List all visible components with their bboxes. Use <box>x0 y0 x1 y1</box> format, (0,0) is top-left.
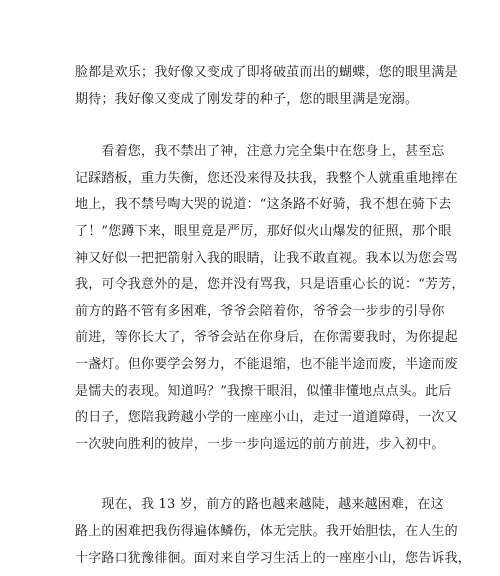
paragraph-3 <box>75 496 427 576</box>
paragraph-spacer <box>75 462 427 496</box>
text-line: 路上的困难把我伤得遍体鳞伤，体无完肤。我开始胆怯，在人生的 <box>75 523 427 550</box>
text-line: 前方的路不管有多困难，爷爷会陪着你，爷爷会一步步的引导你 <box>75 303 427 330</box>
text-line: 前进，等你长大了，爷爷会站在你身后，在你需要我时，为你提起 <box>75 329 427 356</box>
text-line: 一次驶向胜利的彼岸，一步一步向遥远的前方前进，步入初中。 <box>75 436 427 463</box>
text-line: 期待；我好像又变成了刚发芽的种子，您的眼里满是宠溺。 <box>75 91 427 118</box>
text-line: 神又好似一把把箭射入我的眼睛，让我不敢直视。我本以为您会骂 <box>75 250 427 277</box>
text-line: 记踩踏板，重力失衡，您还没来得及扶我，我整个人就重重地摔在 <box>75 170 427 197</box>
text-line: 现在，我 13 岁，前方的路也越来越陡，越来越困难，在这 <box>75 496 427 523</box>
text-line: 是懦夫的表现。知道吗？”我擦干眼泪，似懂非懂地点点头。此后 <box>75 383 427 410</box>
text-line: 一盏灯。但你要学会努力，不能退缩，也不能半途而废，半途而废 <box>75 356 427 383</box>
text-line: 十字路口犹豫徘徊。面对来自学习生活上的一座座小山，您告诉我， <box>75 550 427 576</box>
text-line: 了！”您蹲下来，眼里竟是严厉，那好似火山爆发的征照，那个眼 <box>75 223 427 250</box>
paragraph-2 <box>75 143 427 462</box>
text-line: 我，可令我意外的是，您并没有骂我，只是语重心长的说：“芳芳， <box>75 276 427 303</box>
text-line: 地上，我不禁号啕大哭的说道：“这条路不好骑，我不想在骑下去 <box>75 196 427 223</box>
paragraph-spacer <box>75 117 427 143</box>
document-page <box>75 64 427 576</box>
text-line: 的日子，您陪我跨越小学的一座座小山，走过一道道障碍，一次又 <box>75 409 427 436</box>
text-line: 脸都是欢乐；我好像又变成了即将破茧而出的蝴蝶，您的眼里满是 <box>75 64 427 91</box>
paragraph-1 <box>75 64 427 117</box>
text-line: 看着您，我不禁出了神，注意力完全集中在您身上，甚至忘 <box>75 143 427 170</box>
